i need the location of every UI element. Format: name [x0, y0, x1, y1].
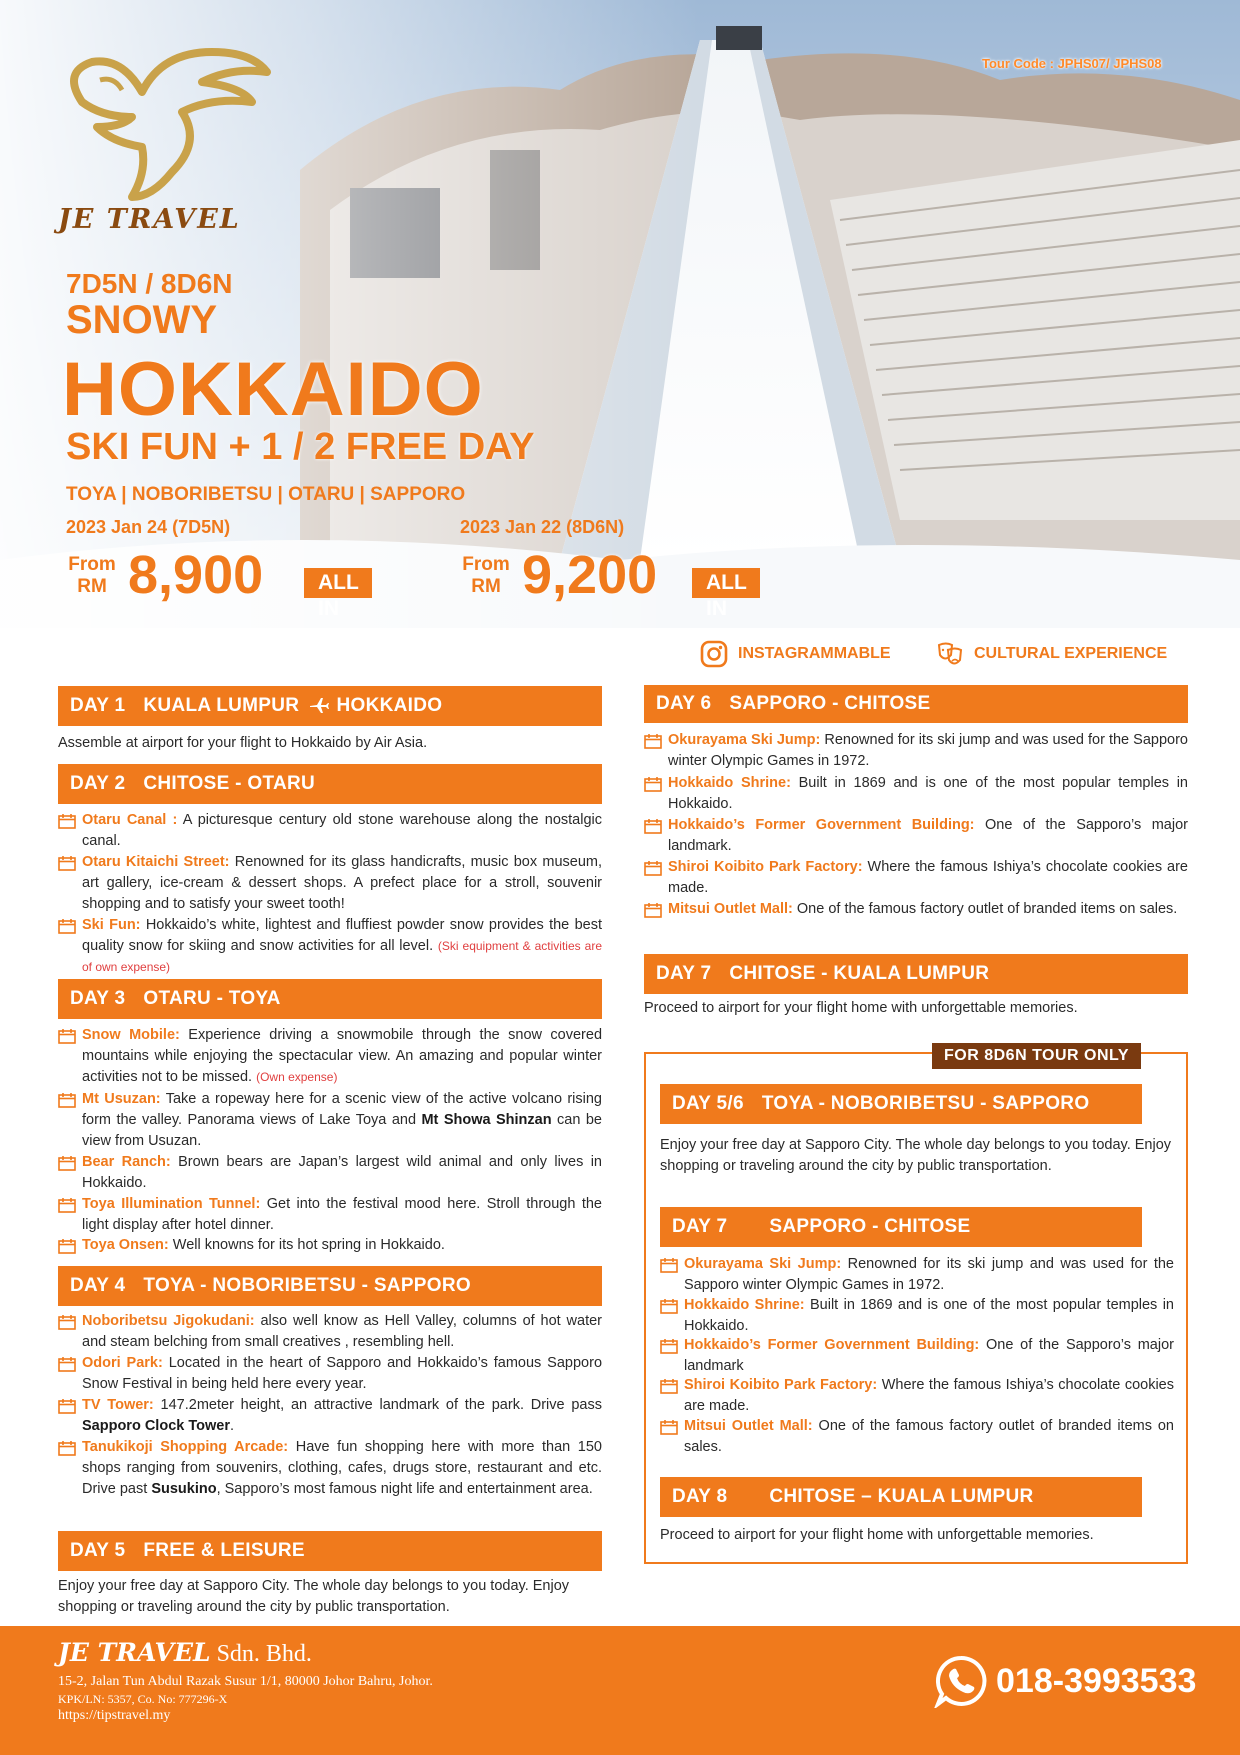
route-list: TOYA | NOBORIBETSU | OTARU | SAPPORO: [66, 484, 466, 505]
day-number: DAY 3: [70, 988, 126, 1009]
attraction-desc: Have fun shopping here with more than 150 shops ranging from souvenirs, clothing, cafes, drugs store, restaurant and etc. Drive past: [82, 1439, 602, 1497]
brand-name: JE TRAVEL: [58, 204, 241, 235]
day-3-header: [58, 979, 602, 1019]
itinerary-item: [58, 852, 602, 915]
website-link[interactable]: https://tipstravel.my: [58, 1708, 171, 1723]
attraction-name: Toya Onsen:: [82, 1237, 169, 1253]
itinerary-item: [660, 1416, 1174, 1458]
calendar-icon: [58, 1197, 76, 1213]
price-from-text: From: [68, 554, 116, 575]
calendar-icon: [644, 902, 662, 918]
itinerary-item: [58, 1311, 602, 1353]
highlight-place: Sapporo Clock Tower: [82, 1418, 230, 1434]
itinerary-item: [58, 1395, 602, 1437]
calendar-icon: [58, 1398, 76, 1414]
calendar-icon: [58, 1238, 76, 1254]
instagram-icon: [700, 640, 728, 668]
calendar-icon: [58, 1356, 76, 1372]
itinerary-item: [58, 1089, 602, 1152]
attraction-desc: One of the famous factory outlet of branded items on sales.: [792, 901, 1178, 917]
itinerary-item: [660, 1295, 1174, 1337]
itinerary-item: [58, 1025, 602, 1088]
day-7-8d6n-header: [660, 1207, 1142, 1247]
attraction-desc: Get into the festival mood here. Stroll through the light display after hotel dinner.: [82, 1196, 603, 1233]
departure-date-8d6n: 2023 Jan 22 (8D6N): [460, 517, 625, 537]
attraction-desc-cont: .: [229, 1418, 235, 1434]
attraction-name: Tanukikoji Shopping Arcade:: [82, 1439, 289, 1455]
itinerary-item: [58, 1152, 602, 1194]
headline-subtitle: SKI FUN + 1 / 2 FREE DAY: [66, 426, 535, 468]
price-from-label: [458, 554, 514, 598]
calendar-icon: [660, 1257, 678, 1273]
attraction-name: TV Tower:: [82, 1397, 154, 1413]
day-number: DAY 1: [70, 695, 126, 716]
attraction-name: Okurayama Ski Jump:: [668, 732, 821, 748]
attraction-desc: Take a ropeway here for a scenic view of the active volcano rising form the valley. Panorama views of Lake Toya and: [82, 1091, 602, 1128]
attraction-desc: Renowned for its ski jump and was used for the Sapporo winter Olympic Games in 1972.: [668, 732, 1188, 769]
calendar-icon: [58, 1028, 76, 1044]
itinerary-item: [660, 1254, 1174, 1296]
day-title: CHITOSE – KUALA LUMPUR: [769, 1486, 1034, 1507]
theater-masks-icon: [936, 640, 964, 668]
attraction-name: Shiroi Koibito Park Factory:: [684, 1377, 878, 1393]
calendar-icon: [644, 733, 662, 749]
badge-cultural: [936, 640, 1167, 668]
highlight-place: Mt Showa Shinzan: [421, 1112, 552, 1128]
attraction-desc-cont: , Sapporo’s most famous night life and entertainment area.: [216, 1481, 593, 1497]
itinerary-item: [644, 815, 1188, 857]
calendar-icon: [58, 1092, 76, 1108]
attraction-name: Hokkaido Shrine:: [668, 775, 791, 791]
attraction-desc: Brown bears are Japan’s largest wild animal and only lives in Hokkaido.: [82, 1154, 602, 1191]
footer: [0, 1626, 1240, 1755]
attraction-name: Mt Usuzan:: [82, 1091, 161, 1107]
price-from-text: From: [462, 554, 510, 575]
day-7-header: [644, 954, 1188, 994]
attraction-desc: Hokkaido’s white, lightest and fluffiest powder snow provides the best quality snow for skiing and snow activities for all level.: [82, 917, 602, 954]
expense-note: (Own expense): [256, 1070, 338, 1084]
itinerary-item: [644, 730, 1188, 772]
price-currency: RM: [77, 576, 107, 597]
attraction-name: Odori Park:: [82, 1355, 163, 1371]
itinerary-item: [660, 1375, 1174, 1417]
day-2-header: [58, 764, 602, 804]
attraction-name: Okurayama Ski Jump:: [684, 1256, 842, 1272]
day-title: TOYA - NOBORIBETSU - SAPPORO: [761, 1093, 1090, 1114]
attraction-name: Ski Fun:: [82, 917, 141, 933]
day-6-header: [644, 685, 1188, 723]
attraction-name: Hokkaido’s Former Government Building:: [668, 817, 975, 833]
company-license: KPK/LN: 5357, Co. No: 777296-X: [58, 1692, 228, 1706]
attraction-desc: Renowned for its ski jump and was used for the Sapporo winter Olympic Games in 1972.: [684, 1256, 1174, 1293]
day-1-header: [58, 686, 602, 726]
day-number: DAY 7: [656, 963, 712, 984]
eight-day-tour-tag: FOR 8D6N TOUR ONLY: [932, 1043, 1141, 1069]
day-5-6-header: [660, 1084, 1142, 1124]
calendar-icon: [58, 813, 76, 829]
itinerary-item: [58, 1353, 602, 1395]
attraction-desc: One of the Sapporo’s major landmark.: [668, 817, 1188, 854]
itinerary-item: [58, 915, 602, 978]
attraction-name: Bear Ranch:: [82, 1154, 171, 1170]
day-5-6-text: Enjoy your free day at Sapporo City. The whole day belongs to you today. Enjoy shopping or traveling around the city by public transportation.: [660, 1137, 1172, 1174]
airplane-icon: [309, 697, 329, 713]
attraction-desc: A picturesque century old stone warehouse along the nostalgic canal.: [82, 812, 603, 849]
attraction-desc-cont: can be view from Usuzan.: [82, 1112, 602, 1149]
calendar-icon: [58, 855, 76, 871]
calendar-icon: [660, 1419, 678, 1435]
attraction-desc: Where the famous Ishiya’s chocolate cookies are made.: [668, 859, 1188, 896]
feature-badges: [700, 640, 1190, 672]
day-number: DAY 8: [672, 1486, 728, 1507]
calendar-icon: [58, 1155, 76, 1171]
day-1-text: Assemble at airport for your flight to Hokkaido by Air Asia.: [58, 735, 428, 751]
attraction-desc: Renowned for its glass handicrafts, music box museum, art gallery, ice-cream & dessert shops. A prefect place for a stroll, souvenir shopping and to satisfy your sweet tooth!: [82, 854, 603, 912]
departure-date-7d5n: 2023 Jan 24 (7D5N): [66, 517, 231, 537]
attraction-desc: Built in 1869 and is one of the most popular temples in Hokkaido.: [684, 1297, 1174, 1334]
attraction-desc: 147.2meter height, an attractive landmark of the park. Drive pass: [153, 1397, 602, 1413]
attraction-name: Toya Illumination Tunnel:: [82, 1196, 261, 1212]
itinerary-item: [58, 810, 602, 852]
headline-snowy: SNOWY: [66, 298, 218, 342]
attraction-name: Shiroi Koibito Park Factory:: [668, 859, 863, 875]
price-currency: RM: [471, 576, 501, 597]
price-all-in-badge: ALL IN: [304, 568, 372, 598]
attraction-desc: Where the famous Ishiya’s chocolate cookies are made.: [684, 1377, 1174, 1414]
calendar-icon: [660, 1378, 678, 1394]
attraction-name: Mitsui Outlet Mall:: [684, 1418, 813, 1434]
badge-label: CULTURAL EXPERIENCE: [974, 645, 1168, 662]
day-8-header: [660, 1477, 1142, 1517]
day-title-destination: HOKKAIDO: [336, 695, 443, 716]
day-5-header: [58, 1531, 602, 1571]
attraction-desc: Well knowns for its hot spring in Hokkaido.: [168, 1237, 445, 1253]
attraction-name: Mitsui Outlet Mall:: [668, 901, 793, 917]
attraction-name: Snow Mobile:: [82, 1027, 180, 1043]
badge-instagrammable: [700, 640, 891, 668]
hero-banner: [0, 0, 1240, 628]
calendar-icon: [644, 860, 662, 876]
attraction-desc: One of the famous factory outlet of branded items on sales.: [684, 1418, 1174, 1455]
company-suffix: Sdn. Bhd.: [210, 1641, 312, 1667]
calendar-icon: [660, 1298, 678, 1314]
attraction-name: Otaru Canal :: [82, 812, 178, 828]
phoenix-logo-icon: [52, 32, 272, 202]
day-7-text: Proceed to airport for your flight home with unforgettable memories.: [644, 1000, 1078, 1016]
price-amount-7d5n: 8,900: [128, 545, 264, 605]
attraction-desc: also well know as Hell Valley, columns of hot water and steam belching from small creatives , resembling hell.: [82, 1313, 603, 1350]
day-8-text: Proceed to airport for your flight home with unforgettable memories.: [660, 1527, 1094, 1543]
company-brand: JE TRAVEL: [58, 1638, 211, 1667]
headline-title: HOKKAIDO: [62, 347, 484, 432]
phone-number: 018-3993533: [996, 1661, 1197, 1700]
price-amount-8d6n: 9,200: [522, 545, 658, 605]
itinerary-item: [58, 1194, 602, 1236]
attraction-name: Noboribetsu Jigokudani:: [82, 1313, 255, 1329]
badge-label: INSTAGRAMMABLE: [738, 645, 891, 662]
day-title: OTARU - TOYA: [143, 988, 281, 1009]
phone-contact[interactable]: [934, 1654, 1196, 1708]
day-number: DAY 5/6: [672, 1093, 744, 1114]
tour-duration: 7D5N / 8D6N: [66, 268, 233, 299]
day-title: CHITOSE - KUALA LUMPUR: [729, 963, 990, 984]
tour-code: Tour Code : JPHS07/ JPHS08: [982, 56, 1162, 71]
whatsapp-icon: [934, 1654, 988, 1708]
attraction-name: Otaru Kitaichi Street:: [82, 854, 230, 870]
itinerary-item: [58, 1235, 602, 1256]
calendar-icon: [660, 1338, 678, 1354]
price-from-label: [64, 554, 120, 598]
day-title: SAPPORO - CHITOSE: [729, 693, 931, 714]
calendar-icon: [58, 1440, 76, 1456]
day-4-header: [58, 1266, 602, 1306]
itinerary-item: [660, 1335, 1174, 1377]
day-number: DAY 2: [70, 773, 126, 794]
attraction-desc: One of the Sapporo’s major landmark: [684, 1337, 1174, 1374]
price-all-in-badge: ALL IN: [692, 568, 760, 598]
calendar-icon: [644, 818, 662, 834]
calendar-icon: [644, 776, 662, 792]
itinerary-item: [644, 773, 1188, 815]
day-number: DAY 5: [70, 1540, 126, 1561]
itinerary-item: [58, 1437, 602, 1500]
calendar-icon: [58, 1314, 76, 1330]
day-title-origin: KUALA LUMPUR: [143, 695, 300, 716]
day-title: FREE & LEISURE: [143, 1540, 305, 1561]
day-title: TOYA - NOBORIBETSU - SAPPORO: [143, 1275, 471, 1296]
attraction-name: Hokkaido Shrine:: [684, 1297, 805, 1313]
itinerary-item: [644, 857, 1188, 899]
attraction-desc: Built in 1869 and is one of the most popular temples in Hokkaido.: [668, 775, 1188, 812]
calendar-icon: [58, 918, 76, 934]
day-number: DAY 7: [672, 1216, 728, 1237]
itinerary-item: [644, 899, 1188, 920]
day-title: SAPPORO - CHITOSE: [769, 1216, 971, 1237]
day-5-text: Enjoy your free day at Sapporo City. The whole day belongs to you today. Enjoy shopping or traveling around the city by public transportation.: [58, 1578, 570, 1615]
day-number: DAY 4: [70, 1275, 126, 1296]
day-number: DAY 6: [656, 693, 712, 714]
expense-note: (Ski equipment & activities are of own expense): [82, 939, 602, 974]
attraction-desc: Located in the heart of Sapporo and Hokkaido’s famous Sapporo Snow Festival in being held here every year.: [82, 1355, 603, 1392]
company-name: [58, 1638, 312, 1668]
attraction-name: Hokkaido’s Former Government Building:: [684, 1337, 980, 1353]
highlight-place: Susukino: [151, 1481, 217, 1497]
day-title: CHITOSE - OTARU: [143, 773, 316, 794]
company-address: 15-2, Jalan Tun Abdul Razak Susur 1/1, 80000 Johor Bahru, Johor.: [58, 1674, 433, 1689]
attraction-desc: Experience driving a snowmobile through the snow covered mountains while enjoying the spectacular view. An amazing and popular winter activities not to be missed.: [82, 1027, 603, 1085]
